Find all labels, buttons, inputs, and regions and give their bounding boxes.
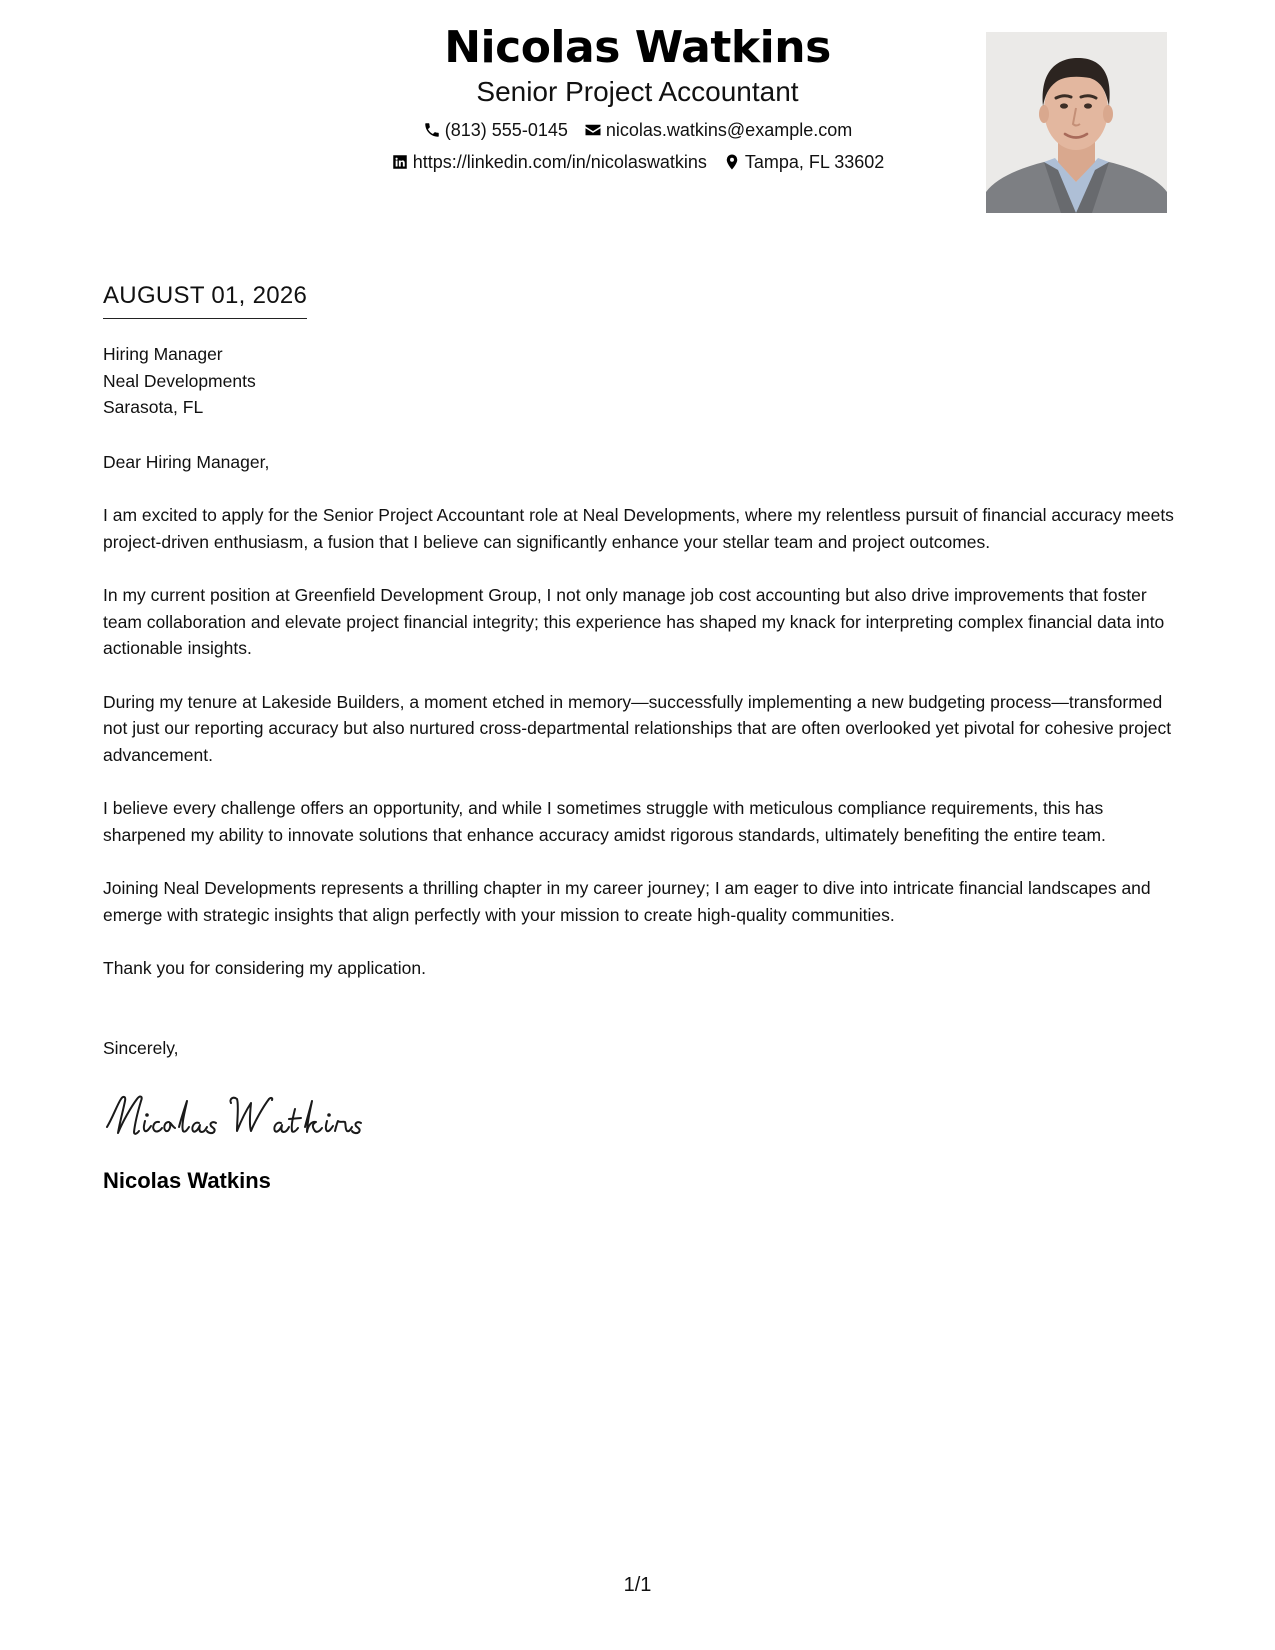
phone-text: (813) 555-0145 bbox=[444, 120, 568, 140]
contact-email[interactable] bbox=[584, 118, 852, 142]
portrait-photo bbox=[986, 32, 1167, 213]
email-text[interactable]: nicolas.watkins@example.com bbox=[605, 120, 853, 140]
linkedin-text[interactable]: https://linkedin.com/in/nicolaswatkins bbox=[412, 152, 707, 172]
letter-date: AUGUST 01, 2026 bbox=[103, 280, 307, 319]
body-paragraph-2: In my current position at Greenfield Development Group, I not only manage job cost accounting but also drive improvements that foster team collaboration and elevate project financial integrity; this experience has shaped my knack for interpreting complex financial data into actionable insights. bbox=[103, 585, 1165, 658]
body-paragraph-1: I am excited to apply for the Senior Project Accountant role at Neal Developments, where my relentless pursuit of financial accuracy meets project-driven enthusiasm, a fusion that I believe can significantly enhance your stellar team and project outcomes. bbox=[103, 505, 1174, 552]
signature-graphic bbox=[103, 1087, 363, 1147]
body-paragraph-3: During my tenure at Lakeside Builders, a moment etched in memory—successfully implementing a new budgeting process—transformed not just our reporting accuracy but also nurtured cross-departmental relationships that are often overlooked yet pivotal for cohesive project advancement. bbox=[103, 691, 1172, 765]
recipient-location: Sarasota, FL bbox=[103, 397, 204, 417]
contact-linkedin[interactable] bbox=[391, 150, 707, 174]
recipient-block bbox=[103, 341, 1178, 421]
location-text: Tampa, FL 33602 bbox=[744, 152, 885, 172]
applicant-name: Nicolas Watkins bbox=[444, 22, 831, 73]
signer-name: Nicolas Watkins bbox=[103, 1168, 271, 1193]
body-paragraph-5: Joining Neal Developments represents a thrilling chapter in my career journey; I am eager to dive into intricate financial landscapes and emerge with strategic insights that align perfectly with your mission to create high-quality communities. bbox=[103, 878, 1151, 925]
handwritten-signature bbox=[103, 1087, 1178, 1147]
recipient-title: Hiring Manager bbox=[103, 344, 223, 364]
closing: Sincerely, bbox=[103, 1037, 179, 1058]
body-paragraph-4: I believe every challenge offers an opportunity, and while I sometimes struggle with meticulous compliance requirements, this has sharpened my ability to innovate solutions that enhance accuracy amidst rigorous standards, ultimately benefiting the entire team. bbox=[103, 798, 1106, 845]
recipient-company: Neal Developments bbox=[103, 370, 256, 391]
body-paragraph-6: Thank you for considering my application. bbox=[103, 958, 426, 978]
contact-location bbox=[723, 150, 884, 174]
linkedin-icon bbox=[391, 153, 409, 171]
page-number: 1/1 bbox=[623, 1574, 652, 1596]
map-pin-icon bbox=[723, 153, 741, 171]
profile-photo bbox=[986, 32, 1167, 213]
envelope-icon bbox=[584, 121, 602, 139]
applicant-job-title: Senior Project Accountant bbox=[476, 76, 799, 107]
contact-phone bbox=[423, 118, 568, 142]
phone-icon bbox=[423, 121, 441, 139]
salutation: Dear Hiring Manager, bbox=[103, 451, 270, 472]
letter-body bbox=[103, 280, 1178, 1195]
